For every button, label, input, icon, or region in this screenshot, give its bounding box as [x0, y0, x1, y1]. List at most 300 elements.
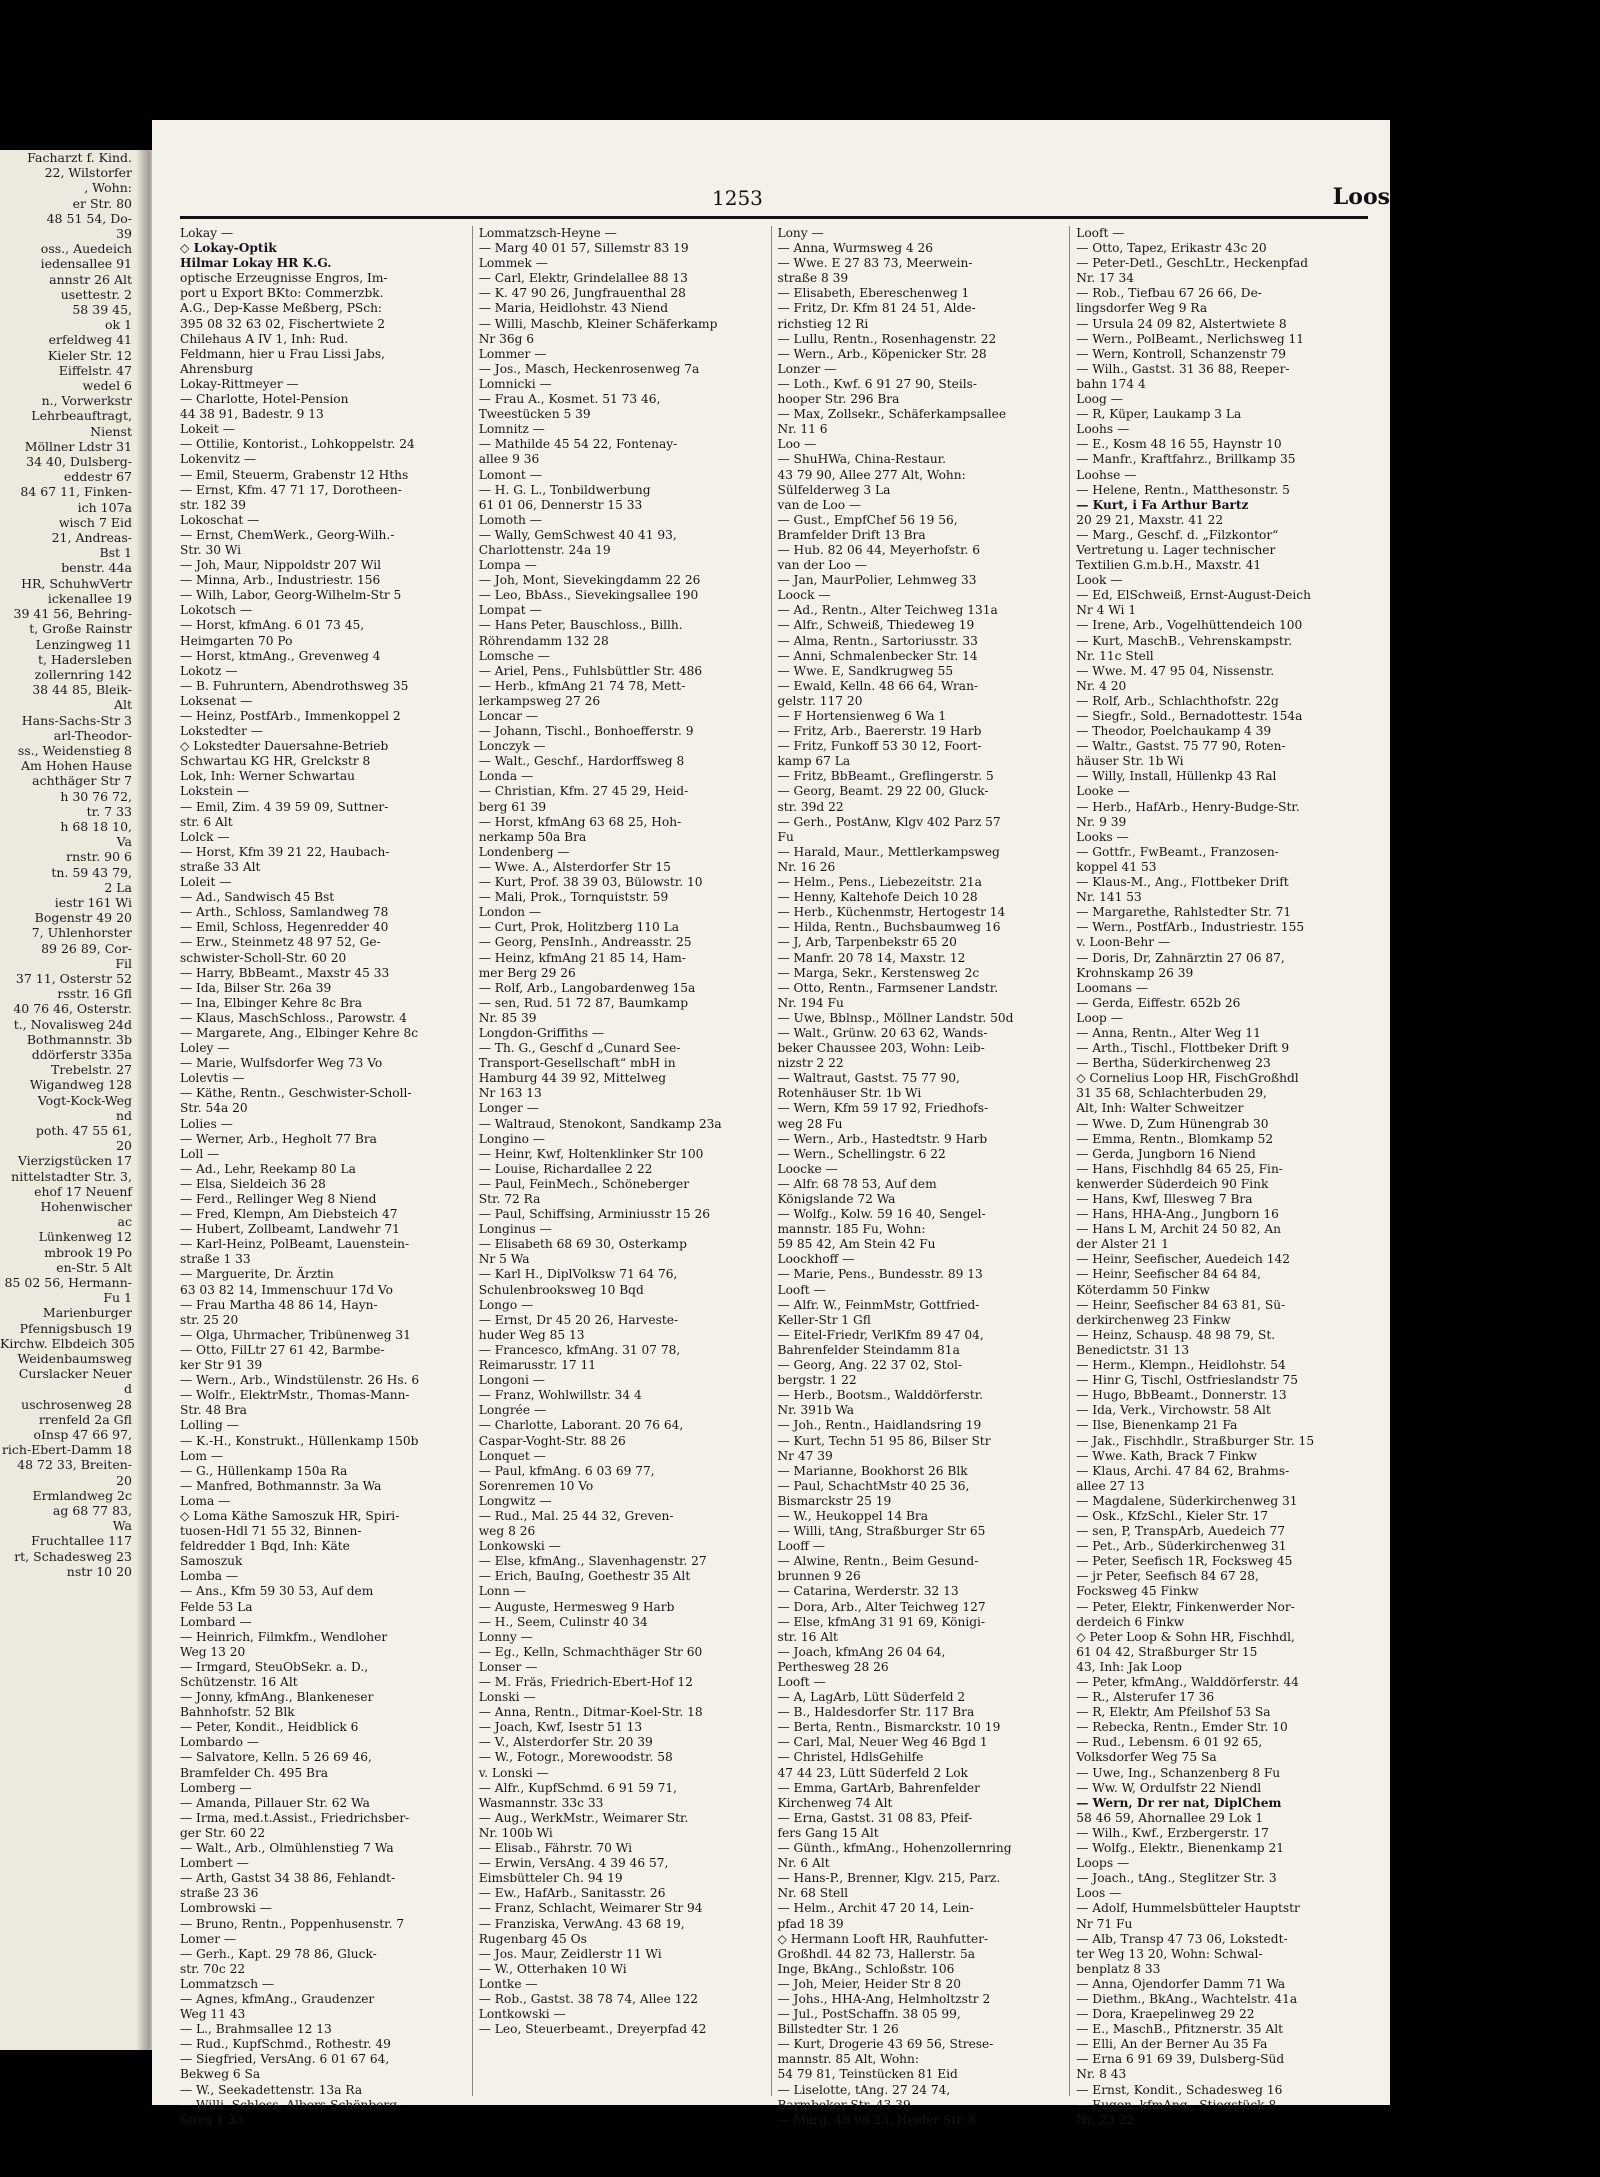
left-page-line: oss., Auedeich	[40, 241, 132, 257]
directory-entry: Lomoth —	[478, 512, 542, 527]
directory-entry: Lom —	[180, 1448, 224, 1463]
left-page-line: Lenzingweg 11	[35, 636, 132, 652]
directory-entry: Lokoschat —	[180, 512, 260, 527]
directory-entry: — Fritz, Funkoff 53 30 12, Foort-	[777, 739, 982, 754]
left-page-line: Hohenwischer	[40, 1199, 132, 1215]
left-page-line: 89 26 89, Cor-	[41, 940, 132, 956]
directory-entry: Lomer —	[180, 1931, 237, 1946]
directory-entry: — Christian, Kfm. 27 45 29, Heid-	[478, 784, 689, 799]
left-page-line: Bogenstr 49 20	[34, 910, 132, 926]
directory-entry: — Willi, Schloss. Albers-Schönberg-	[180, 2097, 402, 2112]
directory-entry: 61 04 42, Straßburger Str 15	[1076, 1644, 1258, 1659]
directory-entry: lingsdorfer Weg 9 Ra	[1076, 301, 1208, 316]
directory-entry: schwister-Scholl-Str. 60 20	[180, 950, 347, 965]
directory-entry: — Rud., Mal. 25 44 32, Greven-	[478, 1508, 674, 1523]
directory-entry: Ahrensburg	[180, 361, 254, 376]
directory-entry: — Anna, Rentn., Alter Weg 11	[1076, 1025, 1261, 1040]
directory-entry: gelstr. 117 20	[777, 693, 863, 708]
left-page-line: rrenfeld 2a Gfl	[38, 1411, 132, 1427]
directory-entry: Schützenstr. 16 Alt	[180, 1675, 298, 1689]
directory-entry: A.G., Dep-Kasse Meßberg, PSch:	[180, 301, 383, 316]
directory-entry: — Ad., Sandwisch 45 Bst	[180, 890, 335, 905]
directory-entry: Samoszuk	[180, 1554, 243, 1569]
directory-entry: — Diethm., BkAng., Wachtelstr. 41a	[1076, 1991, 1298, 2006]
directory-entry: — Alfr., Schweiß, Thiedeweg 19	[777, 618, 975, 633]
directory-entry: — Wally, GemSchwest 40 41 93,	[478, 527, 677, 542]
directory-entry: Bahnhofstr. 52 Blk	[180, 1705, 295, 1720]
directory-entry: Lombardo —	[180, 1735, 260, 1750]
directory-entry: weg 28 Fu	[777, 1116, 843, 1131]
directory-entry: Lommatzsch-Heyne —	[478, 226, 617, 240]
directory-entry: — Louise, Richardallee 2 22	[478, 1161, 653, 1176]
directory-entry: — Marg 40 01 57, Sillemstr 83 19	[478, 241, 689, 256]
directory-entry: — Ernst, Dr 45 20 26, Harveste-	[478, 1312, 679, 1327]
left-page-line: Möllner Ldstr 31	[24, 438, 132, 454]
directory-entry: huder Weg 85 13	[478, 1327, 585, 1342]
directory-entry: — Herb., Bootsm., Walddörferstr.	[777, 1388, 984, 1403]
directory-entry: — Hans, HHA-Ang., Jungborn 16	[1076, 1207, 1279, 1222]
directory-entry: Nr. 23 22	[1076, 2112, 1135, 2127]
directory-entry: Str. 30 Wi	[180, 542, 242, 557]
directory-entry: — Wilh., Kwf., Erzbergerstr. 17	[1076, 1825, 1269, 1840]
directory-entry: Lolies —	[180, 1116, 233, 1131]
left-page-line: n., Vorwerkstr	[41, 393, 132, 409]
directory-entry: Longer —	[478, 1101, 539, 1116]
directory-entry: — Jos., Masch, Heckenrosenweg 7a	[478, 361, 700, 376]
directory-entry: — Kurt, MaschB., Vehrenskampstr.	[1076, 633, 1293, 648]
directory-entry: — Harry, BbBeamt., Maxstr 45 33	[180, 965, 390, 980]
directory-entry: — ShuHWa, China-Restaur.	[777, 452, 947, 467]
directory-entry: — Waltr., Gastst. 75 77 90, Roten-	[1076, 739, 1286, 754]
directory-entry: 31 35 68, Schlachterbuden 29,	[1076, 1086, 1267, 1101]
directory-entry: — Dora, Kraepelinweg 29 22	[1076, 2007, 1255, 2022]
directory-entry: — Theodor, Poelchaukamp 4 39	[1076, 724, 1272, 739]
directory-entry: — Johs., HHA-Ang, Helmholtzstr 2	[777, 1991, 991, 2006]
directory-entry: Lokay-Rittmeyer —	[180, 376, 299, 391]
directory-entry: 61 01 06, Dennerstr 15 33	[478, 497, 643, 512]
left-page-line: ehof 17 Neuenf	[34, 1183, 132, 1199]
directory-entry: — Rebecka, Rentn., Emder Str. 10	[1076, 1720, 1288, 1735]
directory-entry: Longinus —	[478, 1222, 552, 1237]
directory-entry: 44 38 91, Badestr. 9 13	[180, 407, 324, 422]
directory-entry: — Heinz, PostfArb., Immenkoppel 2	[180, 709, 401, 723]
directory-entry: — Anna, Ojendorfer Damm 71 Wa	[1076, 1976, 1286, 1991]
left-page-line: ok 1	[104, 317, 132, 333]
directory-entry: — R, Küper, Laukamp 3 La	[1076, 407, 1242, 422]
directory-entry: Nr. 391b Wa	[777, 1403, 855, 1418]
directory-entry: straße 23 36	[180, 1886, 259, 1901]
directory-entry: — Peter, Seefisch 1R, Focksweg 45	[1076, 1554, 1293, 1569]
left-page-line: 40 76 46, Osterstr.	[13, 1001, 132, 1017]
directory-entry: str. 70c 22	[180, 1961, 246, 1976]
directory-entry: — Walt., Geschf., Hardorffsweg 8	[478, 754, 685, 769]
left-page-line: Bothmannstr. 3b	[26, 1031, 132, 1047]
directory-entry: Lok, Inh: Werner Schwartau	[180, 769, 355, 784]
left-page-line: 20	[116, 1472, 132, 1488]
directory-entry: Lomba —	[180, 1569, 239, 1584]
left-page-line: d	[123, 1381, 132, 1397]
directory-entry: — Joh, Maur, Nippoldstr 207 Wil	[180, 558, 382, 573]
directory-entry: Longoni —	[478, 1373, 545, 1388]
directory-entry: — Anni, Schmalenbecker Str. 14	[777, 648, 978, 663]
directory-entry: 58 46 59, Ahornallee 29 Lok 1	[1076, 1810, 1264, 1825]
directory-entry: Lomsche —	[478, 648, 550, 663]
directory-entry: — Alb, Transp 47 73 06, Lokstedt-	[1076, 1931, 1288, 1946]
directory-entry: Nr 47 39	[777, 1448, 833, 1463]
directory-entry: — Helm., Pens., Liebezeitstr. 21a	[777, 875, 982, 890]
directory-entry: — Kurt, Drogerie 43 69 56, Strese-	[777, 2037, 994, 2052]
directory-entry: — Siegfried, VersAng. 6 01 67 64,	[180, 2052, 390, 2067]
directory-entry: Lomberg —	[180, 1780, 252, 1795]
directory-entry: — Franz, Schlacht, Weimarer Str 94	[478, 1901, 703, 1916]
left-page-line: nittelstadter Str. 3,	[11, 1168, 132, 1184]
left-page-line: tr. 7 33	[86, 803, 132, 819]
directory-entry: — Heinr, Seefischer 84 63 81, Sü-	[1076, 1297, 1286, 1312]
directory-entry: Stieg 1 33	[180, 2112, 244, 2127]
directory-entry: — Heinrich, Filmkfm., Wendloher	[180, 1629, 388, 1644]
directory-entry: nerkamp 50a Bra	[478, 829, 587, 844]
directory-entry: Lommatzsch —	[180, 1976, 275, 1991]
left-page-line: iestr 161 Wi	[54, 894, 132, 910]
directory-entry: — Lullu, Rentn., Rosenhagenstr. 22	[777, 331, 997, 346]
directory-entry: — Ans., Kfm 59 30 53, Auf dem	[180, 1584, 374, 1599]
left-page-line: erfeldweg 41	[48, 332, 132, 348]
left-page-line: poth. 47 55 61,	[35, 1123, 132, 1138]
left-page-line: ss., Weidenstieg 8	[17, 742, 132, 758]
directory-entry: — Ferd., Rellinger Weg 8 Niend	[180, 1192, 377, 1206]
directory-entry: — Liselotte, tAng. 27 24 74,	[777, 2082, 951, 2097]
directory-entry: Loomans —	[1076, 980, 1149, 995]
directory-entry: — Käthe, Rentn., Geschwister-Scholl-	[180, 1086, 412, 1101]
directory-column-3	[777, 226, 1071, 2127]
directory-entry: — Leo, Steuerbeamt., Dreyerpfad 42	[478, 2022, 707, 2037]
directory-entry: — R, Elektr, Am Pfeilshof 53 Sa	[1076, 1705, 1271, 1720]
directory-entry: — Paul, kfmAng. 6 03 69 77,	[478, 1463, 655, 1478]
directory-entry: allee 27 13	[1076, 1478, 1145, 1493]
directory-entry: Loocke —	[777, 1161, 838, 1176]
directory-entry: — Wilh, Labor, Georg-Wilhelm-Str 5	[180, 588, 402, 603]
directory-entry: — Rob., Gastst. 38 78 74, Allee 122	[478, 1991, 698, 2006]
directory-entry: — Elisabeth 68 69 30, Osterkamp	[478, 1237, 687, 1252]
directory-entry: — Otto, Rentn., Farmsener Landstr.	[777, 980, 999, 995]
directory-page	[152, 120, 1390, 2127]
directory-entry: bahn 174 4	[1076, 376, 1146, 391]
directory-entry: — Herb., kfmAng 21 74 78, Mett-	[478, 678, 686, 693]
left-page-fragment	[0, 150, 152, 2050]
left-page-line: achthäger Str 7	[32, 773, 132, 789]
directory-entry: — Pet., Arb., Süderkirchenweg 31	[1076, 1539, 1287, 1554]
directory-entry: — Heinr, Seefischer 84 64 84,	[1076, 1267, 1262, 1282]
directory-entry: Bahrenfelder Steindamm 81a	[777, 1342, 960, 1357]
directory-entry: — F Hortensienweg 6 Wa 1	[777, 709, 947, 723]
directory-entry: brunnen 9 26	[777, 1569, 861, 1584]
directory-entry: — Ilse, Bienenkamp 21 Fa	[1076, 1418, 1238, 1433]
directory-entry: — W., Heukoppel 14 Bra	[777, 1508, 929, 1523]
directory-entry: beker Chaussee 203, Wohn: Leib-	[777, 1041, 985, 1056]
directory-entry: Lokay —	[180, 226, 234, 240]
directory-entry: — Karl H., DiplVolksw 71 64 76,	[478, 1267, 678, 1282]
directory-entry: Lony —	[777, 226, 824, 240]
left-page-line: Curslacker Neuer	[18, 1366, 132, 1382]
directory-entry: — Doris, Dr, Zahnärztin 27 06 87,	[1076, 950, 1285, 965]
directory-entry: Bekweg 6 Sa	[180, 2067, 261, 2082]
left-page-line: Fil	[115, 955, 132, 971]
directory-entry: — E., MaschB., Pfitznerstr. 35 Alt	[1076, 2022, 1283, 2037]
directory-entry: — Marguerite, Dr. Ärztin	[180, 1267, 334, 1282]
directory-entry: Nr 4 Wi 1	[1076, 603, 1137, 618]
left-page-line: Hans-Sachs-Str 3	[21, 712, 132, 728]
directory-entry: — Rob., Tiefbau 67 26 66, De-	[1076, 286, 1262, 301]
directory-entry: Rugenbarg 45 Os	[478, 1931, 587, 1946]
directory-entry: — Herb., HafArb., Henry-Budge-Str.	[1076, 799, 1300, 814]
directory-entry: — Curt, Prok, Holitzberg 110 La	[478, 920, 680, 935]
directory-entry: — Gerh., Kapt. 29 78 86, Gluck-	[180, 1946, 377, 1961]
directory-entry: Bismarckstr 25 19	[777, 1493, 892, 1508]
directory-entry: — Francesco, kfmAng. 31 07 78,	[478, 1342, 681, 1357]
directory-entry: — jr Peter, Seefisch 84 67 28,	[1076, 1569, 1259, 1584]
directory-entry: — Wern., PostfArb., Industriestr. 155	[1076, 920, 1305, 935]
left-page-line: Bst 1	[99, 545, 132, 561]
directory-entry: — Hubert, Zollbeamt, Landwehr 71	[180, 1222, 400, 1237]
directory-entry: — Leo, BbAss., Sievekingsallee 190	[478, 588, 699, 603]
directory-entry: — Christel, HdlsGehilfe	[777, 1750, 924, 1765]
left-page-line: 20	[116, 1138, 132, 1154]
directory-entry: Chilehaus A IV 1, Inh: Rud.	[180, 331, 349, 346]
directory-entry: Loohs —	[1076, 422, 1130, 437]
directory-entry: — Aug., WerkMstr., Weimarer Str.	[478, 1810, 689, 1825]
directory-entry: Looff —	[777, 1539, 825, 1554]
directory-entry: — Wolfg., Elektr., Bienenkamp 21	[1076, 1841, 1284, 1856]
directory-entry: Rotenhäuser Str. 1b Wi	[777, 1086, 922, 1101]
left-page-line: Fruchtallee 117	[31, 1533, 132, 1549]
directory-entry: — Frau Martha 48 86 14, Hayn-	[180, 1297, 378, 1312]
directory-entry: Londa —	[478, 769, 534, 784]
left-page-line: t, Große Rainstr	[29, 621, 132, 637]
directory-entry: — Adolf, Hummelsbütteler Hauptstr	[1076, 1901, 1300, 1916]
directory-entry: Loncar —	[478, 709, 539, 723]
left-page-line: Wigandweg 128	[29, 1077, 132, 1093]
directory-entry: — Walt., Arb., Olmühlenstieg 7 Wa	[180, 1841, 394, 1856]
directory-entry: — Emil, Zim. 4 39 59 09, Suttner-	[180, 799, 389, 814]
directory-entry: — Anna, Rentn., Ditmar-Koel-Str. 18	[478, 1705, 703, 1720]
left-page-line: Eiffelstr. 47	[58, 362, 132, 378]
left-page-line: Lehrbeauftragt,	[31, 408, 132, 424]
directory-entry: Lokotsch —	[180, 603, 253, 618]
directory-column-4	[1076, 226, 1368, 2127]
left-page-line: 22, Wilstorfer	[44, 165, 132, 181]
directory-entry: Looke —	[1076, 784, 1130, 799]
directory-entry: van de Loo —	[777, 497, 862, 512]
directory-entry: — Osk., KfzSchl., Kieler Str. 17	[1076, 1508, 1269, 1523]
directory-entry: — sen, P, TranspArb, Auedeich 77	[1076, 1524, 1285, 1539]
directory-entry: — Klaus-M., Ang., Flottbeker Drift	[1076, 875, 1289, 890]
directory-entry: Lommek —	[478, 256, 548, 271]
directory-entry: 54 79 81, Teinstücken 81 Eid	[777, 2067, 958, 2082]
directory-entry: — Ad., Rentn., Alter Teichweg 131a	[777, 603, 998, 618]
left-page-line: , Wohn:	[84, 180, 132, 196]
directory-column-2	[479, 226, 772, 2096]
directory-entry: — Mali, Prok., Tornquiststr. 59	[478, 890, 669, 905]
directory-entry: Loos —	[1076, 1886, 1122, 1901]
directory-entry: — Catarina, Werderstr. 32 13	[777, 1584, 959, 1599]
directory-entry: — Hans, Fischhdlg 84 65 25, Fin-	[1076, 1161, 1283, 1176]
directory-entry: — Waltraud, Stenokont, Sandkamp 23a	[478, 1116, 722, 1131]
directory-entry: — Arth, Gastst 34 38 86, Fehlandt-	[180, 1871, 396, 1886]
directory-entry: Lomnicki —	[478, 376, 552, 391]
directory-entry: Transport-Gesellschaft“ mbH in	[478, 1056, 676, 1071]
directory-entry: — Uwe, Ing., Schanzenberg 8 Fu	[1076, 1765, 1281, 1780]
left-page-line: 34 40, Dulsberg-	[26, 454, 132, 470]
directory-entry: — Eugen, kfmAng., Stiegstück 8	[1076, 2097, 1277, 2112]
directory-column-1	[180, 226, 473, 2127]
directory-entry: — Gust., EmpfChef 56 19 56,	[777, 512, 958, 527]
directory-entry: — Horst, kfmAng. 6 01 73 45,	[180, 618, 365, 633]
left-page-line: 7, Uhlenhorster	[31, 925, 132, 941]
left-page-line: rsstr. 16 Gfl	[57, 986, 132, 1002]
directory-entry: Lomnitz —	[478, 422, 545, 437]
directory-entry: Textilien G.m.b.H., Maxstr. 41	[1076, 558, 1262, 573]
left-page-line: nd	[115, 1107, 132, 1123]
directory-entry: — Else, kfmAng., Slavenhagenstr. 27	[478, 1554, 707, 1569]
directory-entry: — Carl, Elektr, Grindelallee 88 13	[478, 271, 688, 286]
directory-entry: — Joach, kfmAng 26 04 64,	[777, 1644, 946, 1659]
directory-entry: — Hans Peter, Bauschloss., Billh.	[478, 618, 683, 633]
directory-entry: Lompa —	[478, 558, 537, 573]
directory-entry: — Erna 6 91 69 39, Dulsberg-Süd	[1076, 2052, 1285, 2067]
directory-entry: Nr. 11c Stell	[1076, 648, 1154, 663]
page-number: 1253	[712, 186, 763, 210]
directory-entry: Nr 36g 6	[478, 331, 535, 346]
directory-entry: Looks —	[1076, 829, 1129, 844]
left-page-line: 48 72 33, Breiten-	[17, 1457, 132, 1473]
directory-entry: Nr 71 Fu	[1076, 1916, 1133, 1931]
directory-entry: Hilmar Lokay HR K.G.	[180, 256, 332, 271]
directory-entry: — Emil, Schloss, Hegenredder 40	[180, 920, 389, 935]
directory-entry: — Alfr., KupfSchmd. 6 91 59 71,	[478, 1780, 678, 1795]
directory-entry: Lonny —	[478, 1629, 533, 1644]
directory-entry: Caspar-Voght-Str. 88 26	[478, 1433, 626, 1448]
directory-entry: — Horst, kfmAng 63 68 25, Hoh-	[478, 814, 682, 829]
directory-entry: — Carl, Mal, Neuer Weg 46 Bgd 1	[777, 1735, 988, 1750]
directory-entry: — Elsa, Sieldeich 36 28	[180, 1176, 326, 1191]
directory-entry: bergstr. 1 22	[777, 1373, 857, 1388]
directory-entry: pfad 18 39	[777, 1916, 844, 1931]
directory-entry: — Herm., Klempn., Heidlohstr. 54	[1076, 1358, 1286, 1373]
directory-entry: — Georg, Ang. 22 37 02, Stol-	[777, 1358, 963, 1373]
directory-entry: — Wern, Kfm 59 17 92, Friedhofs-	[777, 1101, 989, 1116]
directory-entry: — Erna, Gastst. 31 08 83, Pfeif-	[777, 1810, 973, 1825]
directory-entry: Nr. 6 Alt	[777, 1856, 830, 1871]
directory-entry: — V., Alsterdorfer Str. 20 39	[478, 1735, 653, 1750]
directory-entry: 43, Inh: Jak Loop	[1076, 1659, 1182, 1674]
directory-entry: van der Loo —	[777, 558, 867, 573]
directory-entry: Keller-Str 1 Gfl	[777, 1312, 871, 1327]
directory-entry: — Wolfr., ElektrMstr., Thomas-Mann-	[180, 1388, 410, 1403]
directory-entry: Lombrowski —	[180, 1901, 272, 1916]
directory-entry: Longino —	[478, 1131, 545, 1146]
directory-entry: Loll —	[180, 1146, 220, 1161]
left-page-line: iedensallee 91	[40, 256, 132, 272]
directory-entry: Sülfelderweg 3 La	[777, 482, 891, 497]
left-page-line: 85 02 56, Hermann-	[4, 1275, 132, 1291]
directory-entry: derkirchenweg 23 Finkw	[1076, 1312, 1231, 1327]
directory-entry: Alt, Inh: Walter Schweitzer	[1076, 1101, 1244, 1116]
directory-entry: — Siegfr., Sold., Bernadottestr. 154a	[1076, 709, 1303, 723]
directory-entry: Lombert —	[180, 1856, 249, 1871]
directory-entry: — W., Fotogr., Morewoodstr. 58	[478, 1750, 673, 1765]
directory-entry: — Ida, Verk., Virchowstr. 58 Alt	[1076, 1403, 1271, 1418]
directory-entry: Schwartau KG HR, Grelckstr 8	[180, 754, 371, 769]
directory-entry: — Alfr. W., FeinmMstr, Gottfried-	[777, 1297, 980, 1312]
directory-entry: — Loth., Kwf. 6 91 27 90, Steils-	[777, 376, 977, 391]
left-page-line: Lünkenweg 12	[38, 1229, 132, 1245]
directory-entry: — Wolfg., Kolw. 59 16 40, Sengel-	[777, 1207, 986, 1222]
directory-entry: — Herb., Küchenmstr, Hertogestr 14	[777, 905, 1006, 920]
left-page-line: Wa	[112, 1518, 132, 1534]
directory-entry: — Amanda, Pillauer Str. 62 Wa	[180, 1795, 370, 1810]
directory-entry: — Wern, Kontroll, Schanzenstr 79	[1076, 346, 1287, 361]
directory-entry: — Bruno, Rentn., Poppenhusenstr. 7	[180, 1916, 405, 1931]
directory-entry: — Anna, Wurmsweg 4 26	[777, 241, 934, 256]
directory-entry: London —	[478, 905, 542, 920]
left-page-line: 38 44 85, Bleik-	[32, 682, 132, 698]
left-page-line: ddörferstr 335a	[31, 1046, 132, 1062]
directory-entry: 47 44 23, Lütt Süderfeld 2 Lok	[777, 1765, 968, 1780]
directory-entry: Nr. 4 20	[1076, 678, 1127, 693]
directory-entry: — Charlotte, Laborant. 20 76 64,	[478, 1418, 684, 1433]
directory-entry: — Erwin, VersAng. 4 39 46 57,	[478, 1856, 669, 1871]
left-page-line: ickenallee 19	[47, 590, 132, 606]
left-page-line: Am Hohen Hause	[21, 758, 132, 774]
directory-entry: Charlottenstr. 24a 19	[478, 542, 611, 557]
directory-entry: — Paul, FeinMech., Schöneberger	[478, 1176, 690, 1191]
directory-entry: — Klaus, Archi. 47 84 62, Brahms-	[1076, 1463, 1290, 1478]
left-page-line: arl-Theodor-	[53, 727, 132, 743]
directory-entry: — M. Fräs, Friedrich-Ebert-Hof 12	[478, 1675, 693, 1689]
directory-entry: — Willy, Install, Hüllenkp 43 Ral	[1076, 769, 1277, 784]
directory-entry: Tweestücken 5 39	[478, 407, 591, 422]
left-page-line: rnstr. 90 6	[66, 849, 132, 865]
directory-entry: Lonzer —	[777, 361, 837, 376]
directory-entry: Loo —	[777, 437, 817, 452]
directory-entry: ◇ Lokay-Optik	[180, 241, 277, 256]
directory-entry: — Salvatore, Kelln. 5 26 69 46,	[180, 1750, 372, 1765]
directory-entry: — Franz, Wohlwillstr. 34 4	[478, 1388, 642, 1403]
directory-entry: — Waltraut, Gastst. 75 77 90,	[777, 1071, 960, 1086]
directory-entry: Billstedter Str. 1 26	[777, 2022, 899, 2037]
left-page-line: Vogt-Kock-Weg	[37, 1092, 132, 1108]
directory-entry: — Willi, tAng, Straßburger Str 65	[777, 1524, 986, 1539]
directory-entry: — Ernst, Kondit., Schadesweg 16	[1076, 2082, 1283, 2097]
left-page-line: Trebelstr. 27	[51, 1062, 132, 1078]
directory-entry: port u Export BKto: Commerzbk.	[180, 286, 384, 301]
directory-entry: straße 33 Alt	[180, 859, 261, 874]
left-page-line: nstr 10 20	[66, 1563, 132, 1579]
directory-entry: — Margarethe, Rahlstedter Str. 71	[1076, 905, 1292, 920]
directory-entry: — Fred, Klempn, Am Diebsteich 47	[180, 1207, 398, 1222]
directory-entry: — Alma, Rentn., Sartoriusstr. 33	[777, 633, 978, 648]
left-page-line: 48 51 54, Do-	[46, 210, 132, 226]
directory-entry: Lompat —	[478, 603, 542, 618]
directory-entry: — Hugo, BbBeamt., Donnerstr. 13	[1076, 1388, 1287, 1403]
directory-entry: Weg 11 43	[180, 2007, 246, 2022]
directory-entry: — Magdalene, Süderkirchenweg 31	[1076, 1493, 1298, 1508]
directory-entry: Hamburg 44 39 92, Mittelweg	[478, 1071, 667, 1086]
directory-entry: — Irma, med.t.Assist., Friedrichsber-	[180, 1810, 410, 1825]
left-page-line: Fu 1	[103, 1290, 132, 1306]
directory-entry: — Wwe. M. 47 95 04, Nissenstr.	[1076, 663, 1275, 678]
directory-entry: — Wern., Schellingstr. 6 22	[777, 1146, 946, 1161]
